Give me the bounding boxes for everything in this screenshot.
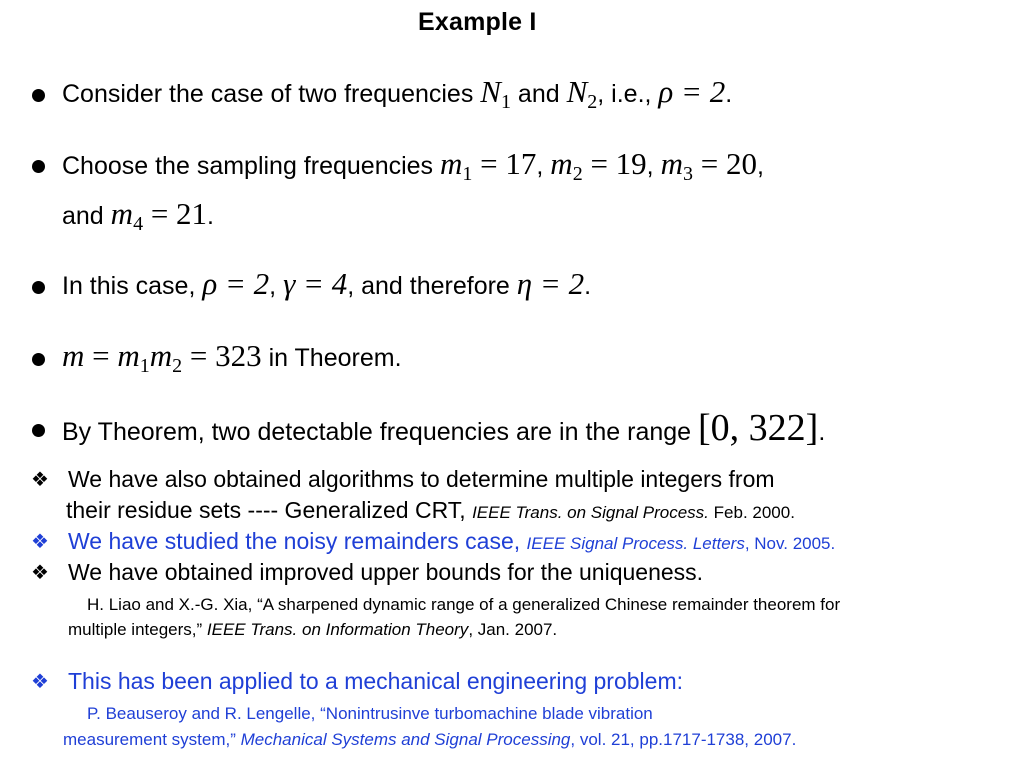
- note-1-text: their residue sets ---- Generalized CRT,: [66, 497, 473, 523]
- bullet-2-line1: [62, 146, 764, 185]
- math-rho-eq: ρ = 2: [202, 266, 270, 301]
- bullet-dot-icon: [32, 89, 45, 102]
- bullet-2-text: Choose the sampling frequencies: [62, 152, 441, 180]
- bullet-1-period: .: [725, 80, 733, 108]
- bullet-dot-icon: [32, 424, 45, 437]
- note-2-date: , Nov. 2005.: [744, 534, 836, 553]
- bullet-2-period: .: [207, 202, 214, 230]
- math-m3: $m_3 = 20$: [660, 146, 757, 185]
- math-eta-eq: η = 2: [516, 266, 585, 301]
- bullet-4: [62, 338, 402, 377]
- math-m-product: $m = m_1m_2 = 323$: [62, 338, 262, 377]
- bullet-1-and: and: [510, 80, 567, 108]
- sep: ,: [269, 272, 284, 300]
- sep: ,: [536, 152, 551, 180]
- note-2-text: We have studied the noisy remainders case,: [68, 528, 527, 554]
- four-diamond-bullet-icon: ❖: [31, 467, 49, 491]
- bullet-3: [62, 266, 591, 302]
- ref-journal: Mechanical Systems and Signal Processing: [240, 730, 571, 749]
- sep: ,: [756, 152, 764, 180]
- bullet-3-text: In this case,: [62, 272, 203, 300]
- bullet-dot-icon: [32, 160, 45, 173]
- math-m4: $m_4 = 21$: [110, 196, 208, 235]
- bullet-1: [62, 74, 733, 113]
- bullet-5: [62, 406, 825, 450]
- bullet-3-period: .: [584, 272, 592, 300]
- bullet-3-therefore: , and therefore: [347, 272, 517, 300]
- note-3-ref-line2: [68, 620, 557, 640]
- note-3-ref-line1: H. Liao and X.-G. Xia, “A sharpened dynamic range of a generalized Chinese remainder theorem for: [87, 595, 841, 614]
- note-1-journal: IEEE Trans. on Signal Process.: [472, 503, 709, 522]
- math-n2: $N_2$: [566, 74, 598, 113]
- ref-text: multiple integers,”: [68, 620, 207, 639]
- note-2-journal: IEEE Signal Process. Letters: [526, 534, 745, 553]
- note-3-text: We have obtained improved upper bounds for the uniqueness.: [68, 559, 704, 585]
- ref-journal: IEEE Trans. on Information Theory: [206, 620, 469, 639]
- four-diamond-bullet-icon: ❖: [31, 529, 49, 553]
- math-n1: $N_1$: [480, 74, 511, 113]
- bullet-2-and: and: [62, 202, 111, 230]
- slide-title: Example I: [418, 8, 537, 36]
- bullet-dot-icon: [32, 353, 45, 366]
- bullet-5-text: By Theorem, two detectable frequencies are in the range: [62, 418, 699, 446]
- note-4-text: This has been applied to a mechanical engineering problem:: [68, 668, 684, 694]
- math-m2: $m_2 = 19$: [550, 146, 647, 185]
- note-4-ref-line1: P. Beauseroy and R. Lengelle, “Nonintrusinve turbomachine blade vibration: [87, 704, 653, 723]
- four-diamond-bullet-icon: ❖: [31, 560, 49, 584]
- note-4-ref-line2: [63, 730, 796, 750]
- sep: ,: [646, 152, 661, 180]
- bullet-dot-icon: [32, 281, 45, 294]
- four-diamond-bullet-icon: ❖: [31, 669, 49, 693]
- note-1-line2: [66, 497, 795, 524]
- ref-text: measurement system,”: [63, 730, 241, 749]
- bullet-2-line2: [62, 196, 214, 235]
- ref-details: , vol. 21, pp.1717-1738, 2007.: [570, 730, 797, 749]
- math-rho: ρ = 2: [658, 74, 726, 109]
- bullet-1-text: Consider the case of two frequencies: [62, 80, 481, 108]
- note-1-line1: We have also obtained algorithms to determine multiple integers from: [68, 466, 775, 492]
- bullet-5-period: .: [818, 418, 826, 446]
- math-gamma-eq: γ = 4: [283, 266, 348, 301]
- note-1-date: Feb. 2000.: [708, 503, 795, 522]
- note-2: [68, 528, 835, 555]
- math-m1: $m_1 = 17$: [440, 146, 537, 185]
- ref-date: , Jan. 2007.: [468, 620, 558, 639]
- bullet-4-text: in Theorem.: [261, 344, 402, 372]
- bullet-1-ie: , i.e.,: [597, 80, 659, 108]
- math-range: [0, 322]: [698, 407, 819, 449]
